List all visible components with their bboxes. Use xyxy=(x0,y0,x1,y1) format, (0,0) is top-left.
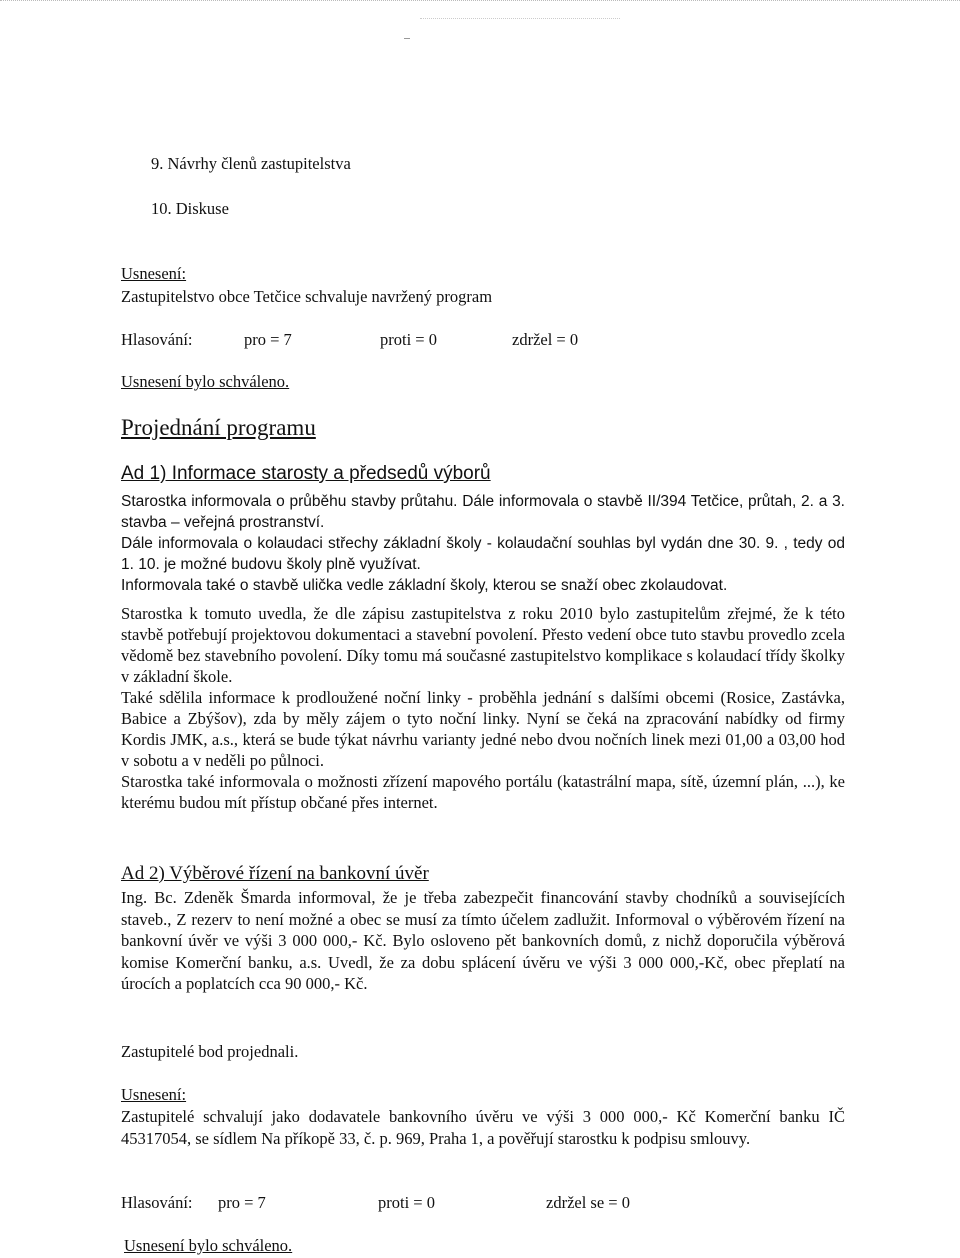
vote-2-abstain: zdržel se = 0 xyxy=(546,1193,630,1212)
section-title: Projednání programu xyxy=(121,415,316,440)
ad2-heading: Ad 2) Výběrové řízení na bankovní úvěr xyxy=(121,863,429,884)
ad1-paragraph-1: Starostka informovala o průběhu stavby průtahu. Dále informovala o stavbě II/394 Tetčice, průtah, 2. a 3. stavba – veřejná prostranství. xyxy=(121,493,845,531)
resolution-2-body xyxy=(121,1106,845,1149)
resolution-2-text: Zastupitelé schvalují jako dodavatele bankovního úvěru ve výši 3 000 000,- Kč Komerční banku IČ 45317054, se sídlem Na příkopě 33, č. p. 969, Praha 1, a pověřují starostku k podpisu smlouvy. xyxy=(121,1107,845,1148)
vote-2-label: Hlasování: xyxy=(121,1193,193,1212)
vote-2-proti: proti = 0 xyxy=(378,1193,435,1212)
resolution-text: Zastupitelstvo obce Tetčice schvaluje navržený program xyxy=(121,287,493,306)
resolution-label: Usnesení: xyxy=(121,264,187,283)
agenda-item-9: 9. Návrhy členů zastupitelstva xyxy=(151,154,351,173)
vote-pro: pro = 7 xyxy=(244,330,292,349)
ad1-paragraph-2: Dále informovala o kolaudaci střechy základní školy - kolaudační souhlas byl vydán dne 30. 9. , tedy od 1. 10. je možné budovu školy plně využívat. xyxy=(121,535,845,573)
ad1-paragraph-3: Informovala také o stavbě ulička vedle základní školy, kterou se snaží obec zkolaudovat. xyxy=(121,577,728,594)
scan-noise xyxy=(420,18,620,19)
resolution-approved: Usnesení bylo schváleno. xyxy=(121,372,290,391)
ad1-heading: Ad 1) Informace starosty a předsedů výborů xyxy=(121,463,491,484)
ad2-conclusion: Zastupitelé bod projednali. xyxy=(121,1042,299,1061)
ad1-body xyxy=(121,491,845,596)
agenda-item-10: 10. Diskuse xyxy=(151,199,229,218)
vote-label: Hlasování: xyxy=(121,330,193,349)
scan-mark xyxy=(404,38,410,39)
vote-proti: proti = 0 xyxy=(380,330,437,349)
resolution-2-approved: Usnesení bylo schváleno. xyxy=(124,1236,293,1255)
vote-2-pro: pro = 7 xyxy=(218,1193,266,1212)
ad1-paragraph-5: Také sdělila informace k prodloužené noční linky - proběhla jednání s dalšími obcemi (Rosice, Zastávka, Babice a Zbýšov), zda by měly zájem o tyto noční linky. Nyní se čeká na zpracování nabídky od firmy Kordis JMK, a.s., která se bude týkat návrhu varianty jedné nebo dvou nočních linek mezi 01,00 a 03,00 hod v sobotu a v neděli po půlnoci. xyxy=(121,688,845,770)
ad2-body xyxy=(121,887,845,995)
ad1-paragraph-4: Starostka k tomuto uvedla, že dle zápisu zastupitelstva z roku 2010 bylo zastupitelům zřejmé, že k této stavbě potřebují projektovou dokumentaci a stavební povolení. Přesto vedení obce tuto stavbu provedlo zcela vědomě bez stavebního povolení. Díky tomu má současné zastupitelstvo komplikace s kolaudací třídy školky v základní škole. xyxy=(121,604,845,686)
scan-edge-line xyxy=(0,0,960,1)
ad1-paragraph-6: Starostka také informovala o možnosti zřízení mapového portálu (katastrální mapa, sítě, územní plán, ...), ke kterému budou mít přístup občané přes internet. xyxy=(121,772,845,812)
resolution-2-label: Usnesení: xyxy=(121,1085,187,1104)
vote-abstain: zdržel = 0 xyxy=(512,330,579,349)
ad1-body-serif xyxy=(121,603,845,813)
ad2-paragraph-1: Ing. Bc. Zdeněk Šmarda informoval, že je třeba zabezpečit financování stavby chodníků a souvisejících staveb., Z rezerv to není možné a obec se musí za tímto účelem zadlužit. Informoval o výběrovém řízení na bankovní úvěr ve výši 3 000 000,- Kč. Bylo osloveno pět bankovních domů, z nichž doporučila výběrová komise Komerční banku, a.s. Uvedl, že za dobu splácení úvěru ve výši 3 000 000,-Kč, obec přeplatí na úrocích a poplatcích cca 90 000,- Kč. xyxy=(121,888,845,993)
